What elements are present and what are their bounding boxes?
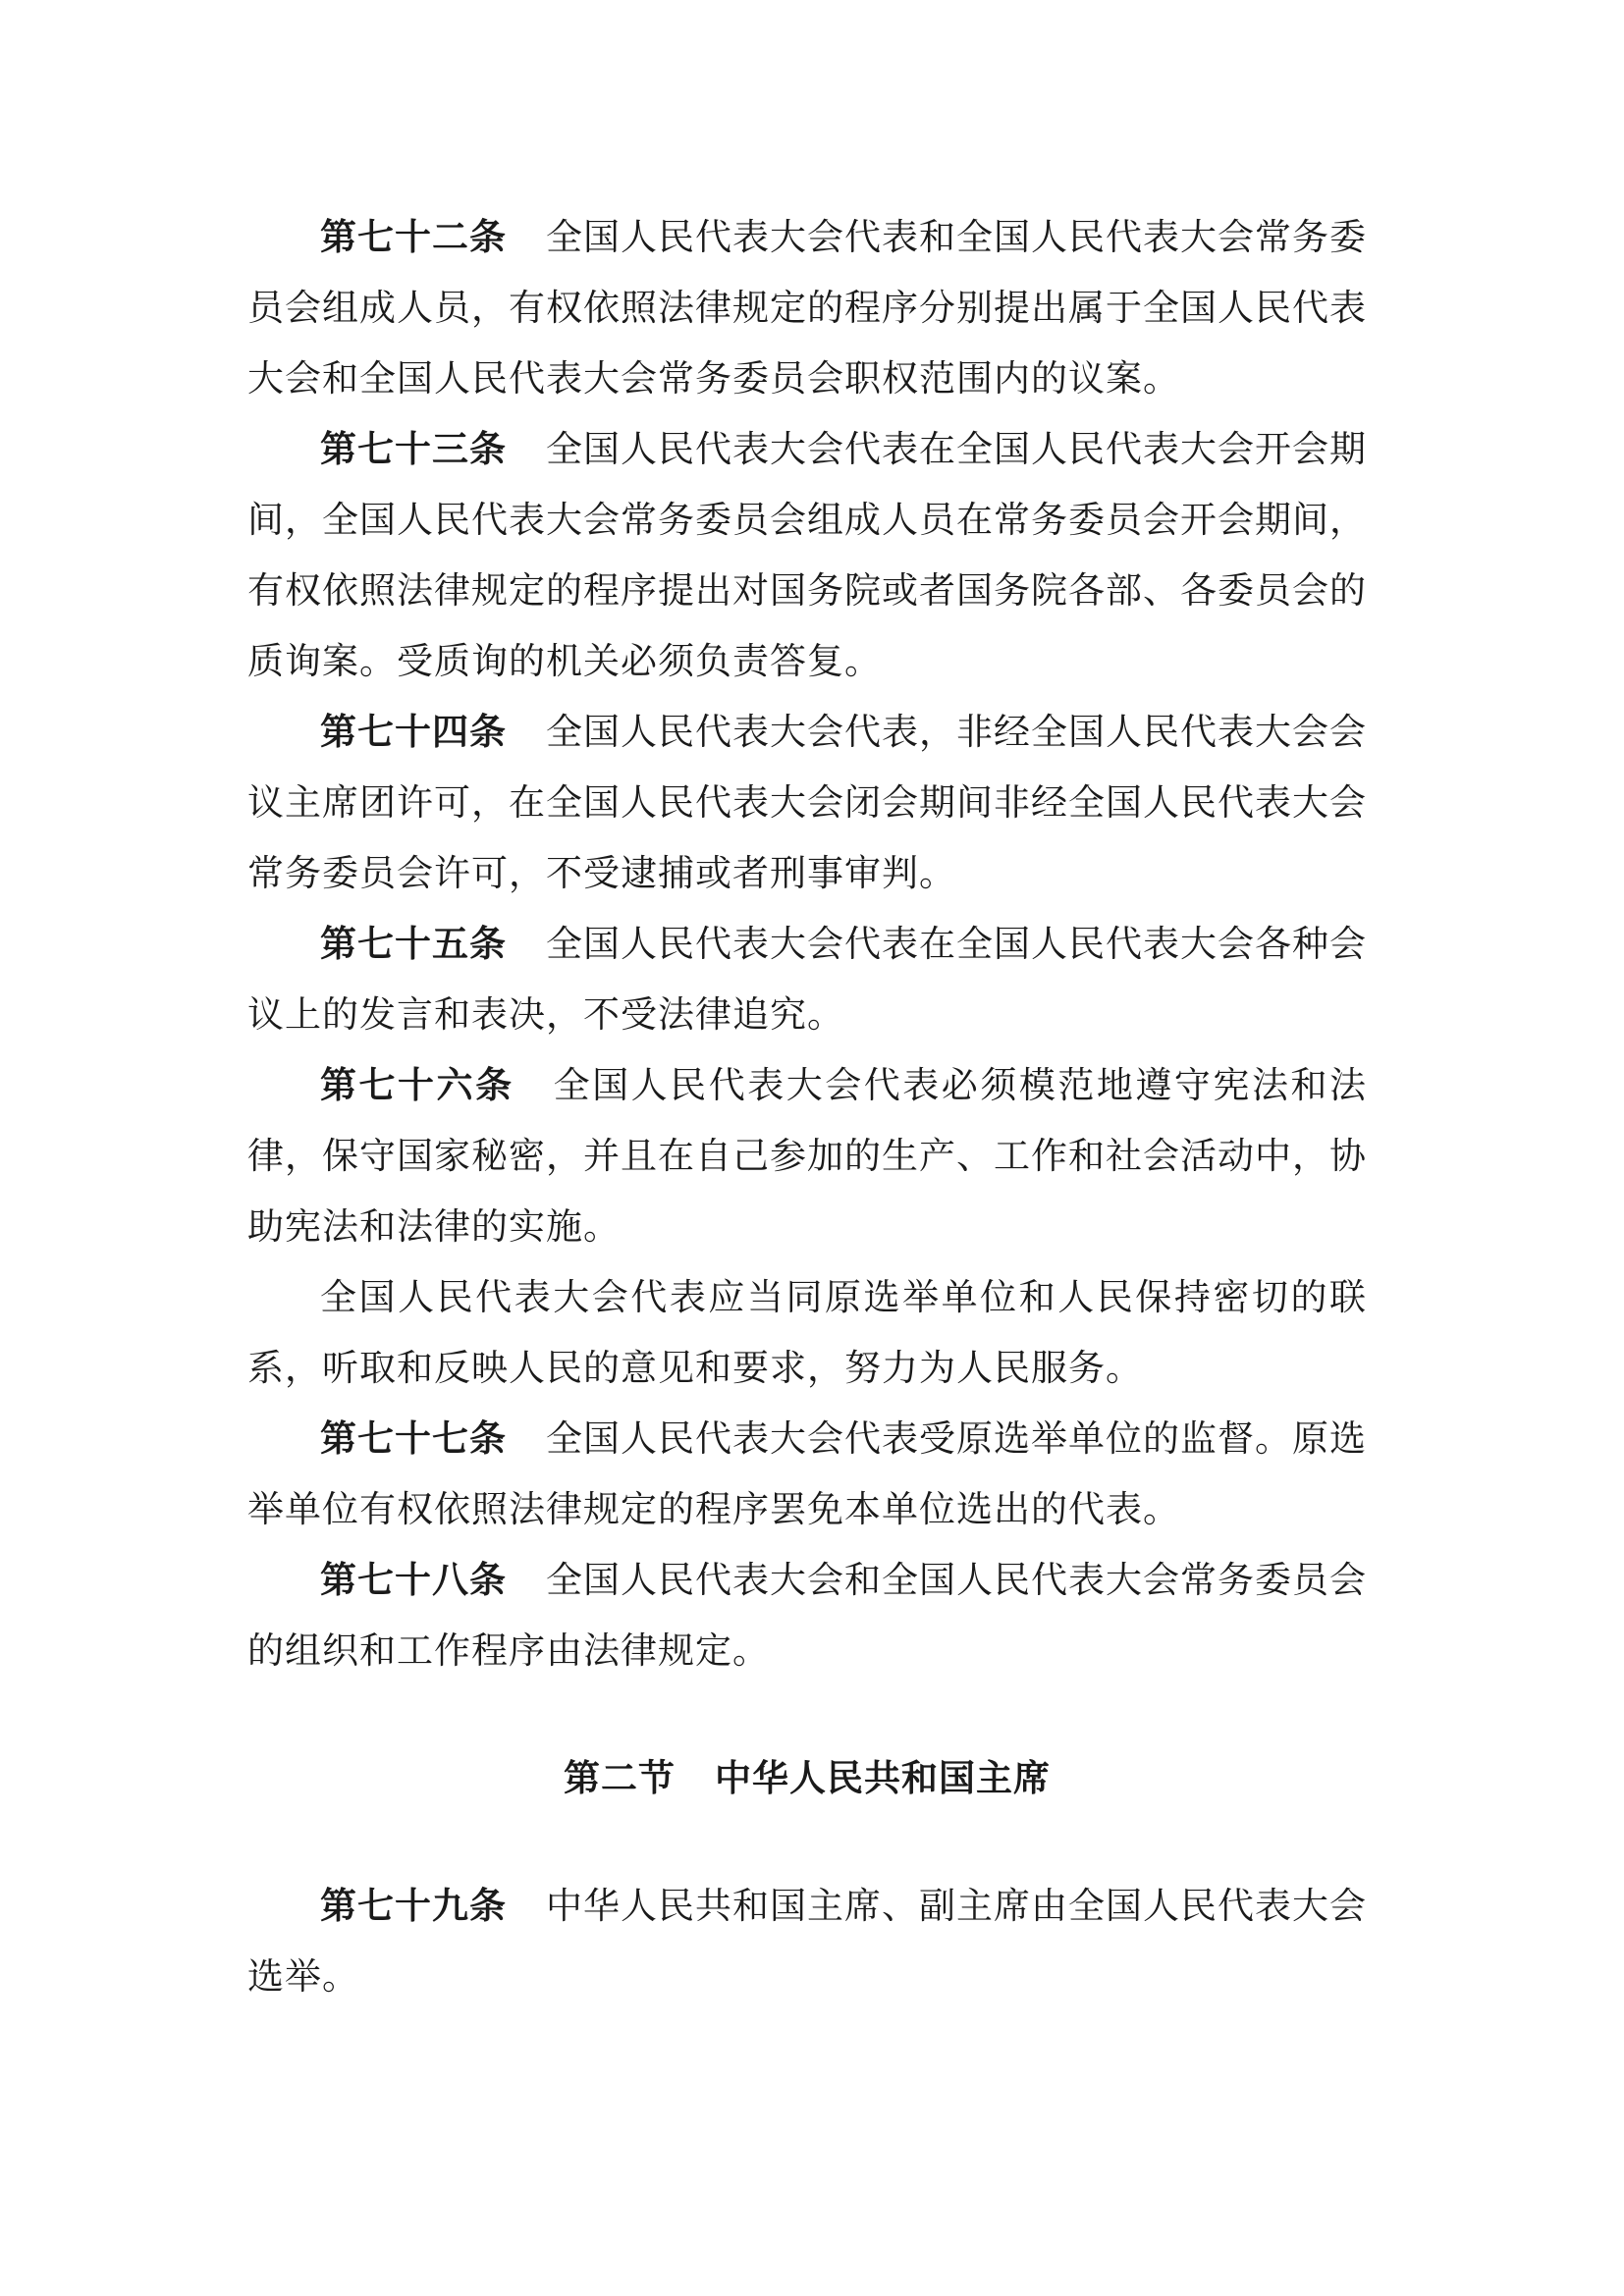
article-text: 全国人民代表大会代表，非经全国人民代表大会会议主席团许可，在全国人民代表大会闭会期间非经全国人民代表大会常务委员会许可，不受逮捕或者刑事审判。 — [247, 711, 1367, 894]
article-73 — [247, 414, 1367, 697]
section-number: 第二节 — [564, 1757, 676, 1799]
article-text: 全国人民代表大会代表受原选举单位的监督。原选举单位有权依照法律规定的程序罢免本单位选出的代表。 — [247, 1417, 1367, 1530]
article-label: 第七十四条 — [320, 711, 507, 753]
article-label: 第七十六条 — [320, 1064, 514, 1106]
section-heading — [247, 1743, 1367, 1814]
section-heading-wrap — [247, 1743, 1367, 1814]
article-78 — [247, 1545, 1367, 1686]
article-76-paragraph-2 — [247, 1262, 1367, 1404]
article-text: 全国人民代表大会代表应当同原选举单位和人民保持密切的联系，听取和反映人民的意见和要求，努力为人民服务。 — [247, 1276, 1367, 1389]
article-label: 第七十二条 — [320, 216, 507, 258]
section-title: 中华人民共和国主席 — [715, 1757, 1051, 1799]
article-text: 中华人民共和国主席、副主席由全国人民代表大会选举。 — [247, 1885, 1367, 1998]
article-text: 全国人民代表大会代表必须模范地遵守宪法和法律，保守国家秘密，并且在自己参加的生产、工作和社会活动中，协助宪法和法律的实施。 — [247, 1064, 1368, 1248]
article-text: 全国人民代表大会代表在全国人民代表大会开会期间，全国人民代表大会常务委员会组成人员在常务委员会开会期间，有权依照法律规定的程序提出对国务院或者国务院各部、各委员会的质询案。受质询的机关必须负责答复。 — [247, 428, 1367, 682]
article-text: 全国人民代表大会代表在全国人民代表大会各种会议上的发言和表决，不受法律追究。 — [247, 923, 1367, 1036]
article-label: 第七十八条 — [320, 1559, 507, 1601]
document-body — [247, 202, 1367, 2012]
article-77 — [247, 1404, 1367, 1545]
article-75 — [247, 909, 1367, 1050]
article-72 — [247, 202, 1367, 414]
article-label: 第七十七条 — [320, 1417, 507, 1460]
article-74 — [247, 697, 1367, 909]
article-text: 全国人民代表大会和全国人民代表大会常务委员会的组织和工作程序由法律规定。 — [247, 1559, 1367, 1672]
article-label: 第七十三条 — [320, 428, 507, 470]
article-79 — [247, 1871, 1367, 2012]
article-text: 全国人民代表大会代表和全国人民代表大会常务委员会组成人员，有权依照法律规定的程序分别提出属于全国人民代表大会和全国人民代表大会常务委员会职权范围内的议案。 — [247, 216, 1367, 400]
article-label: 第七十九条 — [320, 1885, 507, 1927]
article-label: 第七十五条 — [320, 923, 507, 965]
article-76 — [247, 1050, 1367, 1262]
